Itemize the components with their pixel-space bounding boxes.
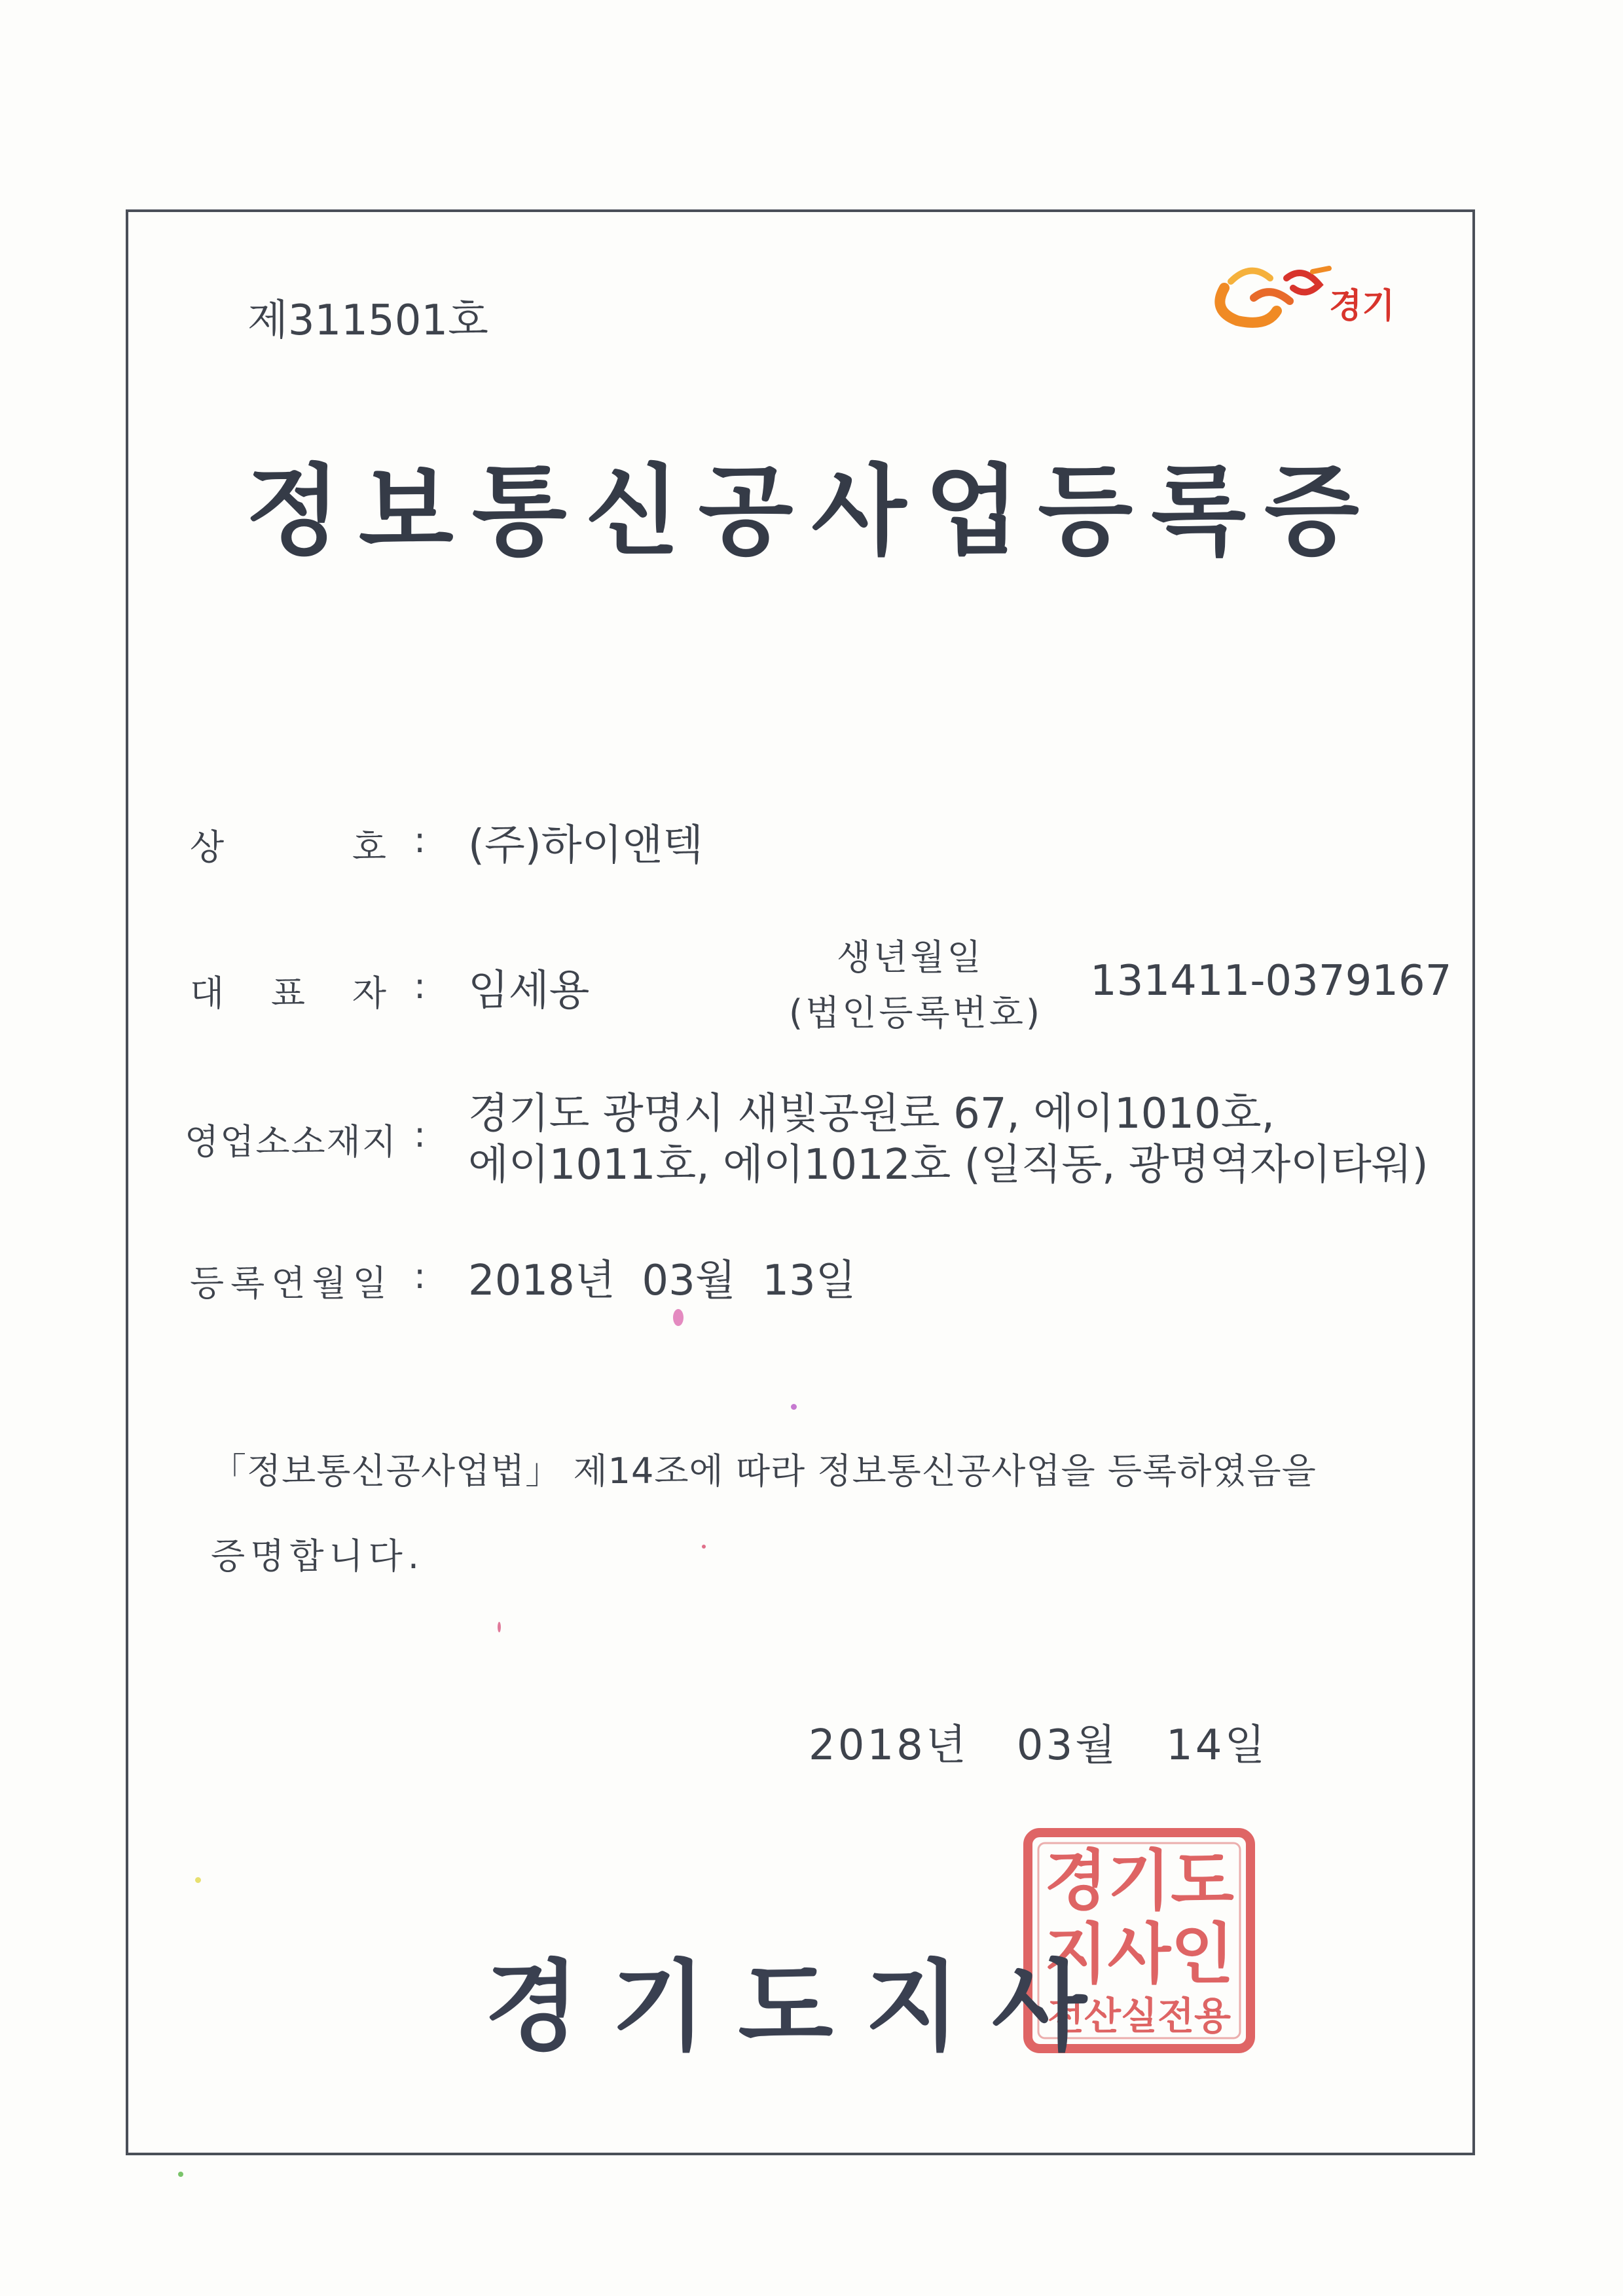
trade-name-label: 상 호 (190, 827, 386, 868)
representative-label: 대 표 자 (190, 973, 386, 1014)
scan-speck (702, 1545, 706, 1549)
svg-text:전산실전용: 전산실전용 (1047, 1994, 1231, 2038)
registration-date-value: 2018년 03월 13일 (468, 1257, 856, 1305)
birthdate-label: 생년월일 (837, 937, 984, 978)
address-colon: : (414, 1114, 426, 1155)
scan-speck (673, 1309, 684, 1326)
svg-text:경기: 경기 (1329, 287, 1395, 326)
registration-date-label: 등록연월일 (190, 1263, 393, 1304)
trade-name-colon: : (414, 819, 426, 861)
address-line-1: 경기도 광명시 새빛공원로 67, 에이1010호, (468, 1090, 1275, 1138)
svg-text:경기도: 경기도 (1044, 1842, 1234, 1919)
representative-colon: : (414, 965, 426, 1007)
scan-speck (195, 1877, 201, 1883)
scan-speck (178, 2172, 183, 2177)
corporate-reg-number: 131411-0379167 (1090, 957, 1452, 1005)
representative-value: 임세용 (468, 967, 590, 1015)
statement-line-2: 증명합니다. (211, 1535, 424, 1577)
address-label: 영업소소재지 (185, 1121, 397, 1162)
svg-text:지사인: 지사인 (1044, 1916, 1234, 1992)
registration-date-colon: : (414, 1255, 426, 1297)
trade-name-value: (주)하이앤텍 (468, 821, 704, 870)
issuer-name: 경 기 도 지 사 (484, 1950, 1087, 2064)
gyeonggi-logo (1205, 249, 1408, 340)
scan-speck (498, 1622, 501, 1632)
issue-date: 2018년 03월 14일 (809, 1721, 1268, 1770)
scan-speck (791, 1404, 797, 1410)
certificate-title: 정보통신공사업등록증 (245, 455, 1377, 569)
registration-number: 제311501호 (247, 296, 488, 345)
statement-line-1: 「정보통신공사업법」 제14조에 따라 정보통신공사업을 등록하였음을 (211, 1450, 1317, 1492)
corporate-reg-label: (법인등록번호) (789, 992, 1043, 1033)
address-line-2: 에이1011호, 에이1012호 (일직동, 광명역자이타워) (468, 1141, 1429, 1189)
